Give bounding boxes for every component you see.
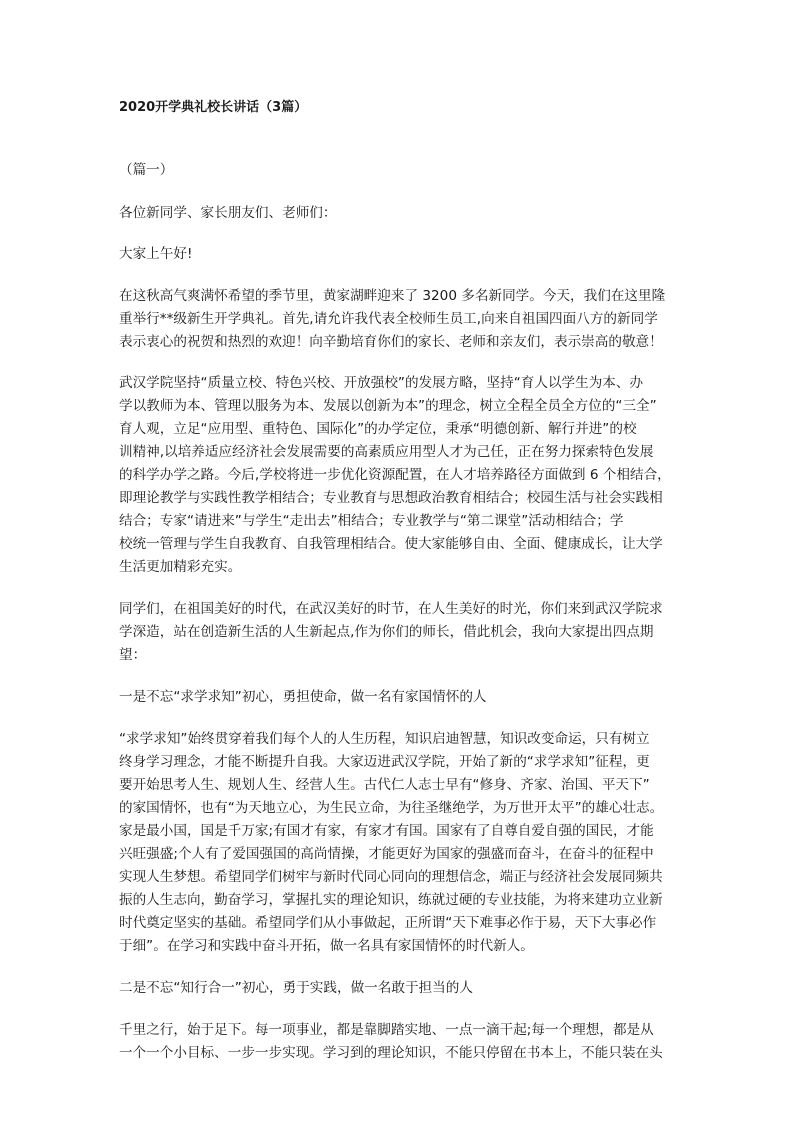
paragraph-line: 生活更加精彩充实。: [119, 559, 242, 575]
point-heading: 一是不忘“求学求知”初心，勇担使命，做一名有家国情怀的人: [119, 689, 487, 705]
paragraph-line: 表示衷心的祝贺和热烈的欢迎！向辛勤培育你们的家长、老师和亲友们，表示崇高的敬意！: [119, 334, 663, 350]
paragraph-line: 实现人生梦想。希望同学们树牢与新时代同心同向的理想信念，端正与经济社会发展同频共: [119, 869, 663, 885]
paragraph-line: 于细”。在学习和实践中奋斗开拓，做一名具有家国情怀的时代新人。: [119, 938, 534, 954]
greeting: 大家上午好!: [119, 246, 193, 262]
point-heading: 二是不忘“知行合一”初心，勇于实践，做一名敢于担当的人: [119, 980, 473, 996]
paragraph-line: 同学们，在祖国美好的时代，在武汉美好的时节，在人生美好的时光，你们来到武汉学院求: [119, 601, 663, 617]
paragraph-line: 一个一个小目标、一步一步实现。学习到的理论知识，不能只停留在书本上，不能只装在头: [119, 1045, 663, 1061]
paragraph-line: 千里之行，始于足下。每一项事业，都是靠脚踏实地、一点一滴干起;每一个理想，都是从: [119, 1022, 654, 1038]
paragraph-line: 结合；专家“请进来”与学生“走出去”相结合；专业教学与“第二课堂”活动相结合；学: [119, 513, 624, 529]
paragraph-line: 振的人生志向，勤奋学习，掌握扎实的理论知识，练就过硬的专业技能，为将来建功立业新: [119, 892, 663, 908]
paragraph-line: 即理论教学与实践性教学相结合；专业教育与思想政治教育相结合；校园生活与社会实践相: [119, 490, 663, 506]
document-title: 2020开学典礼校长讲话（3篇）: [119, 100, 308, 115]
paragraph-line: 学以教师为本、管理以服务为本、发展以创新为本”的理念，树立全程全员全方位的“三全”: [119, 398, 657, 414]
paragraph-line: 时代奠定坚实的基础。希望同学们从小事做起，正所谓“天下难事必作于易，天下大事必作: [119, 915, 657, 931]
paragraph-line: 望：: [119, 647, 147, 663]
paragraph-line: 的家国情怀，也有“为天地立心，为生民立命，为往圣继绝学，为万世开太平”的雄心壮志。: [119, 800, 664, 816]
paragraph-line: 训精神,以培养适应经济社会发展需要的高素质应用型人才为己任，正在努力探索特色发展: [119, 444, 654, 460]
paragraph-line: 武汉学院坚持“质量立校、特色兴校、开放强校”的发展方略，坚持“育人以学生为本、办: [119, 375, 644, 391]
paragraph-line: 育人观，立足“应用型、重特色、国际化”的办学定位，秉承“明德创新、解行并进”的校: [119, 421, 637, 437]
section-heading: （篇一）: [119, 162, 174, 178]
paragraph-line: 学深造，站在创造新生活的人生新起点,作为你们的师长，借此机会，我向大家提出四点期: [119, 624, 654, 640]
paragraph-line: 校统一管理与学生自我教育、自我管理相结合。使大家能够自由、全面、健康成长，让大学: [119, 536, 663, 552]
paragraph-line: 终身学习理念，才能不断提升自我。大家迈进武汉学院，开始了新的“求学求知”征程，更: [119, 754, 650, 770]
salutation: 各位新同学、家长朋友们、老师们：: [119, 205, 337, 221]
paragraph-line: 在这秋高气爽满怀希望的季节里，黄家湖畔迎来了 3200 多名新同学。今天，我们在这里隆: [119, 288, 666, 304]
paragraph-line: 兴旺强盛;个人有了爱国强国的高尚情操，才能更好为国家的强盛而奋斗，在奋斗的征程中: [119, 846, 654, 862]
paragraph-line: “求学求知”始终贯穿着我们每个人的人生历程，知识启迪智慧，知识改变命运，只有树立: [119, 731, 650, 747]
paragraph-line: 要开始思考人生、规划人生、经营人生。古代仁人志士早有“修身、齐家、治国、平天下”: [119, 777, 650, 793]
paragraph-line: 重举行**级新生开学典礼。首先,请允许我代表全校师生员工,向来自祖国四面八方的新同学: [119, 311, 658, 327]
paragraph-line: 家是最小国，国是千万家;有国才有家，有家才有国。国家有了自尊自爱自强的国民，才能: [119, 823, 654, 839]
paragraph-line: 的科学办学之路。今后,学校将进一步优化资源配置，在人才培养路径方面做到 6 个相结合，: [119, 467, 671, 483]
